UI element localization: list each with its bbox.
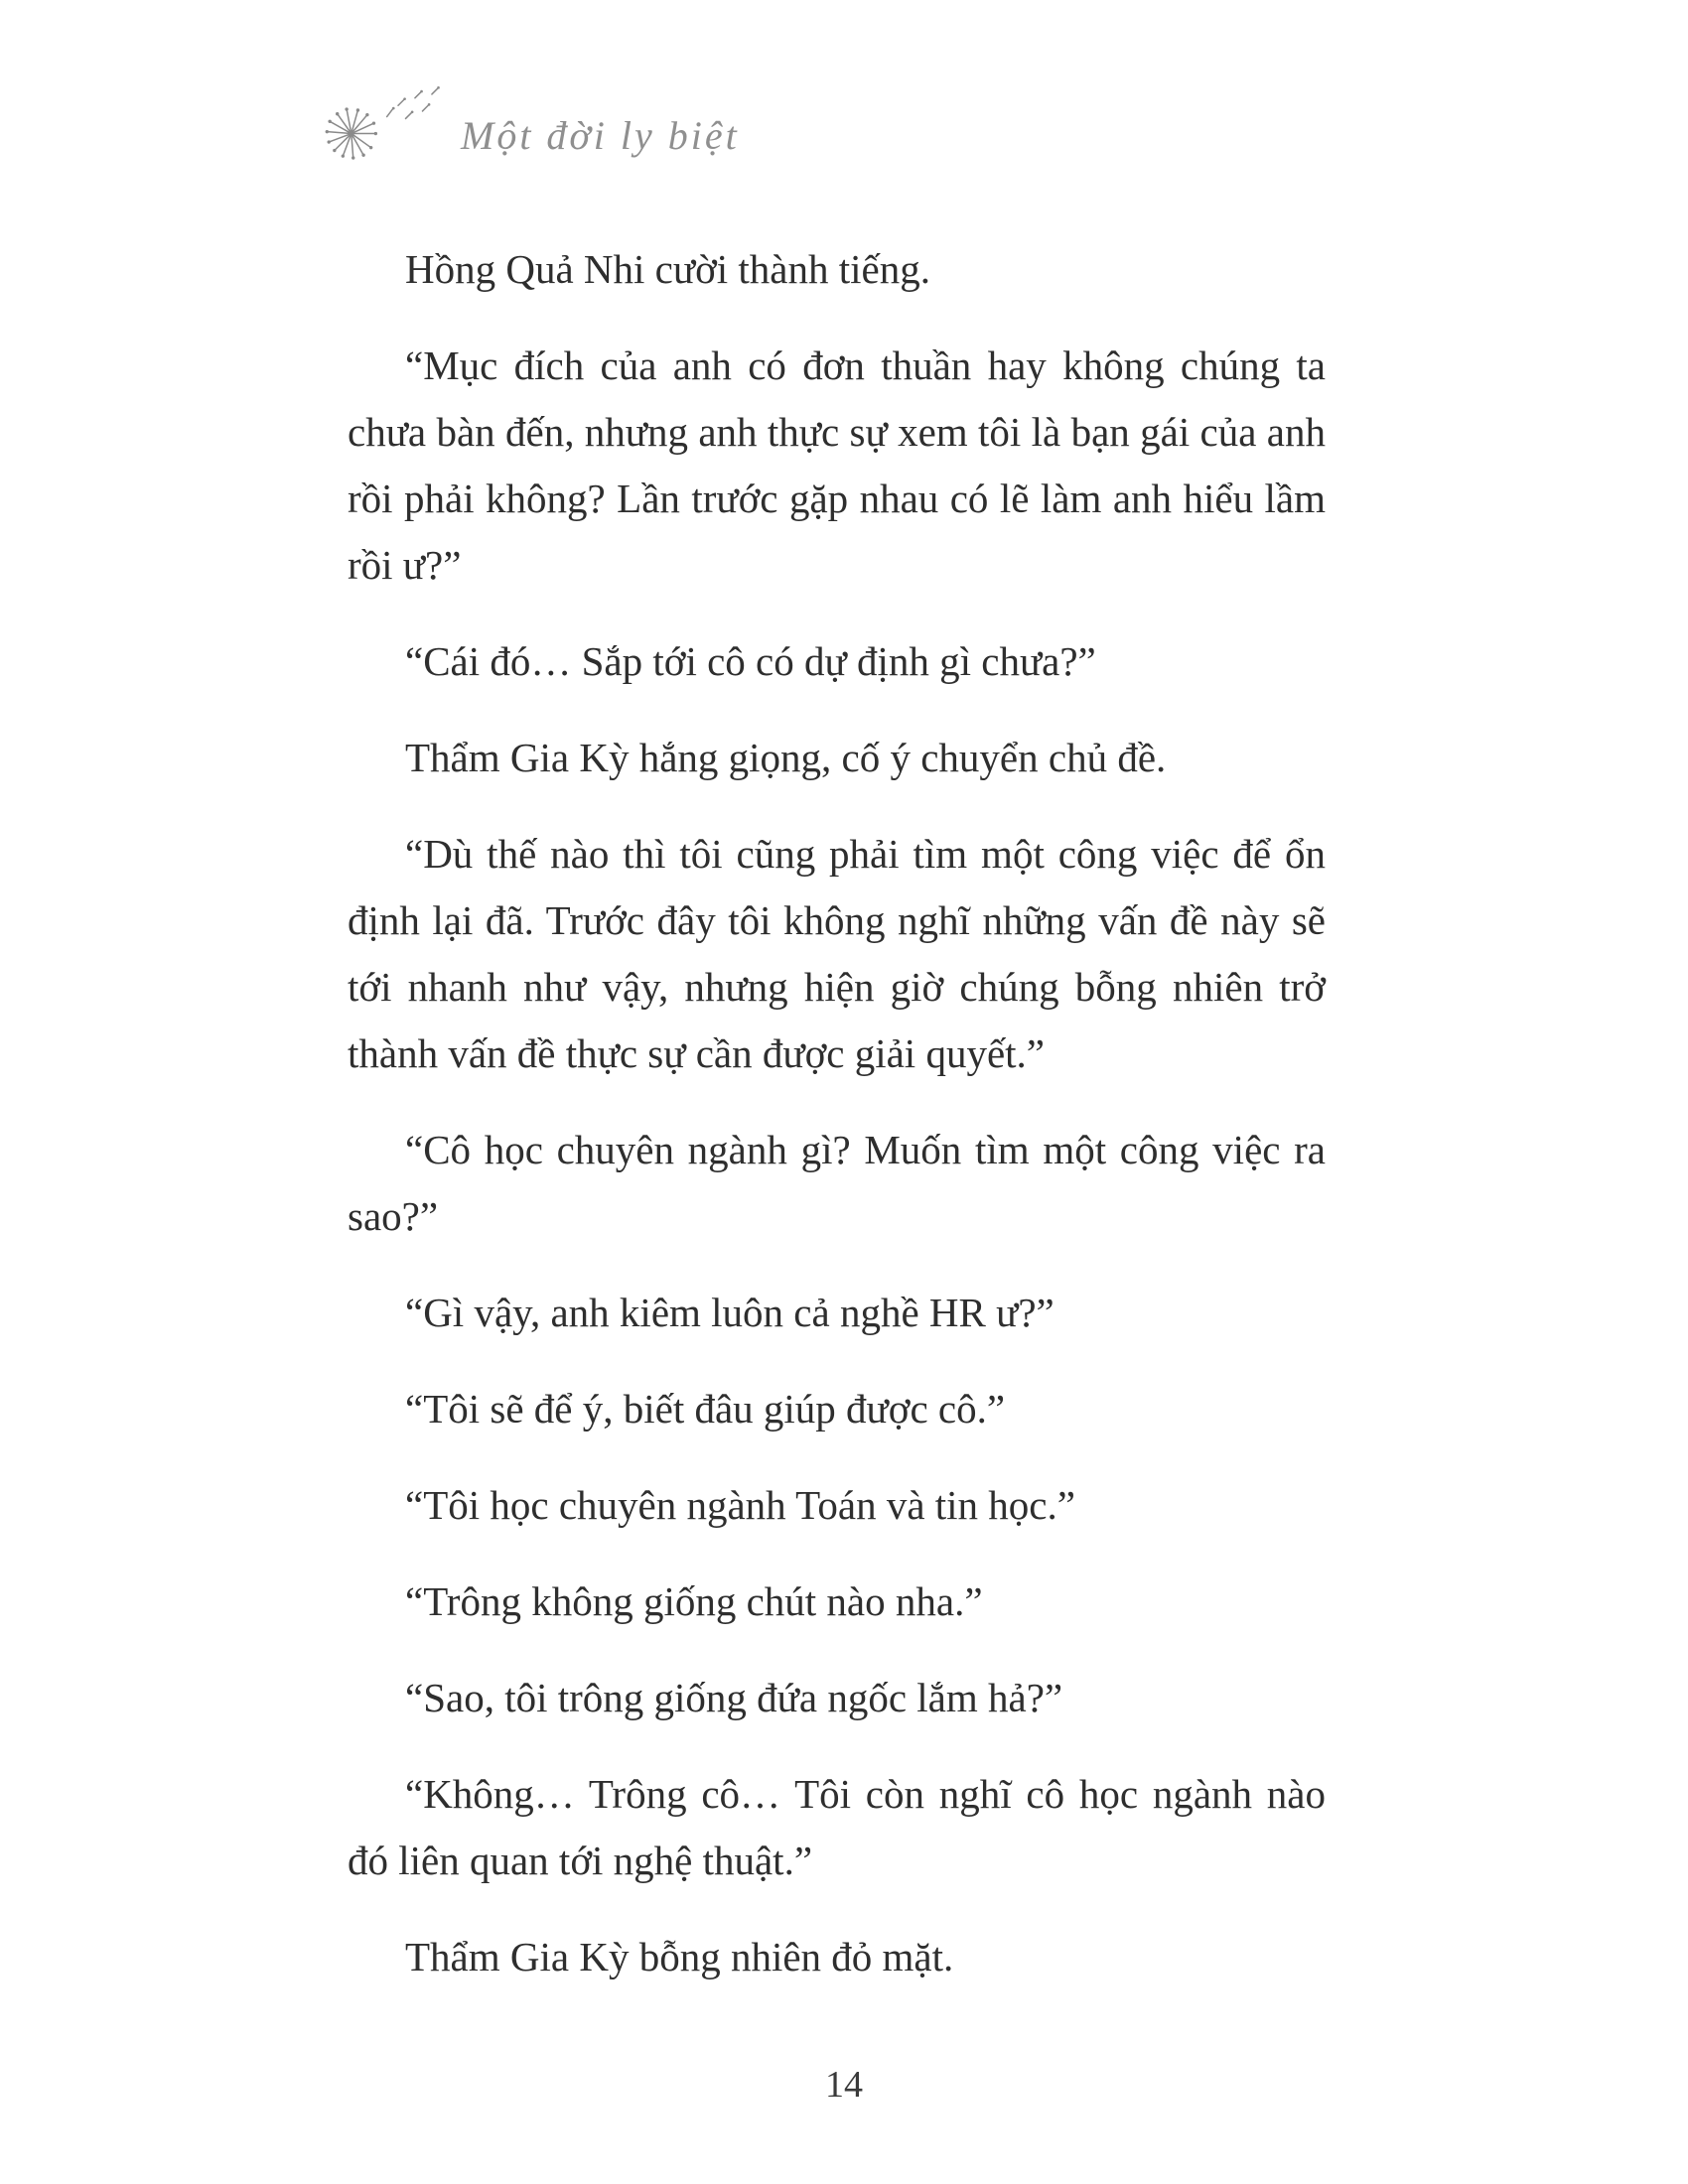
body-text [348,236,1326,2020]
running-header [316,77,740,175]
paragraph: Hồng Quả Nhi cười thành tiếng. [405,246,930,292]
page-number: 14 [825,2064,863,2106]
paragraph: “Không… Trông cô… Tôi còn nghĩ cô học ngành nào đó liên quan tới nghệ thuật.” [348,1771,1326,1883]
paragraph: “Cô học chuyên ngành gì? Muốn tìm một công việc ra sao?” [348,1127,1326,1239]
paragraph: “Gì vậy, anh kiêm luôn cả nghề HR ư?” [405,1290,1055,1335]
paragraph: “Dù thế nào thì tôi cũng phải tìm một công việc để ổn định lại đã. Trước đây tôi không nghĩ những vấn đề này sẽ tới nhanh như vậy, nhưng hiện giờ chúng bỗng nhiên trở thành vấn đề thực sự cần được giải quyết.” [348,831,1326,1076]
dandelion-icon [316,77,447,175]
paragraph: “Tôi sẽ để ý, biết đâu giúp được cô.” [405,1386,1006,1432]
paragraph: “Trông không giống chút nào nha.” [405,1578,983,1624]
paragraph: Thẩm Gia Kỳ hắng giọng, cố ý chuyển chủ đề. [405,735,1167,780]
book-title: Một đời ly biệt [461,112,740,158]
paragraph: “Cái đó… Sắp tới cô có dự định gì chưa?” [405,638,1096,684]
paragraph: “Tôi học chuyên ngành Toán và tin học.” [405,1482,1075,1528]
paragraph: Thẩm Gia Kỳ bỗng nhiên đỏ mặt. [405,1934,954,1979]
paragraph: “Sao, tôi trông giống đứa ngốc lắm hả?” [405,1675,1063,1720]
paragraph: “Mục đích của anh có đơn thuần hay không chúng ta chưa bàn đến, nhưng anh thực sự xem tôi là bạn gái của anh rồi phải không? Lần trước gặp nhau có lẽ làm anh hiểu lầm rồi ư?” [348,342,1326,588]
